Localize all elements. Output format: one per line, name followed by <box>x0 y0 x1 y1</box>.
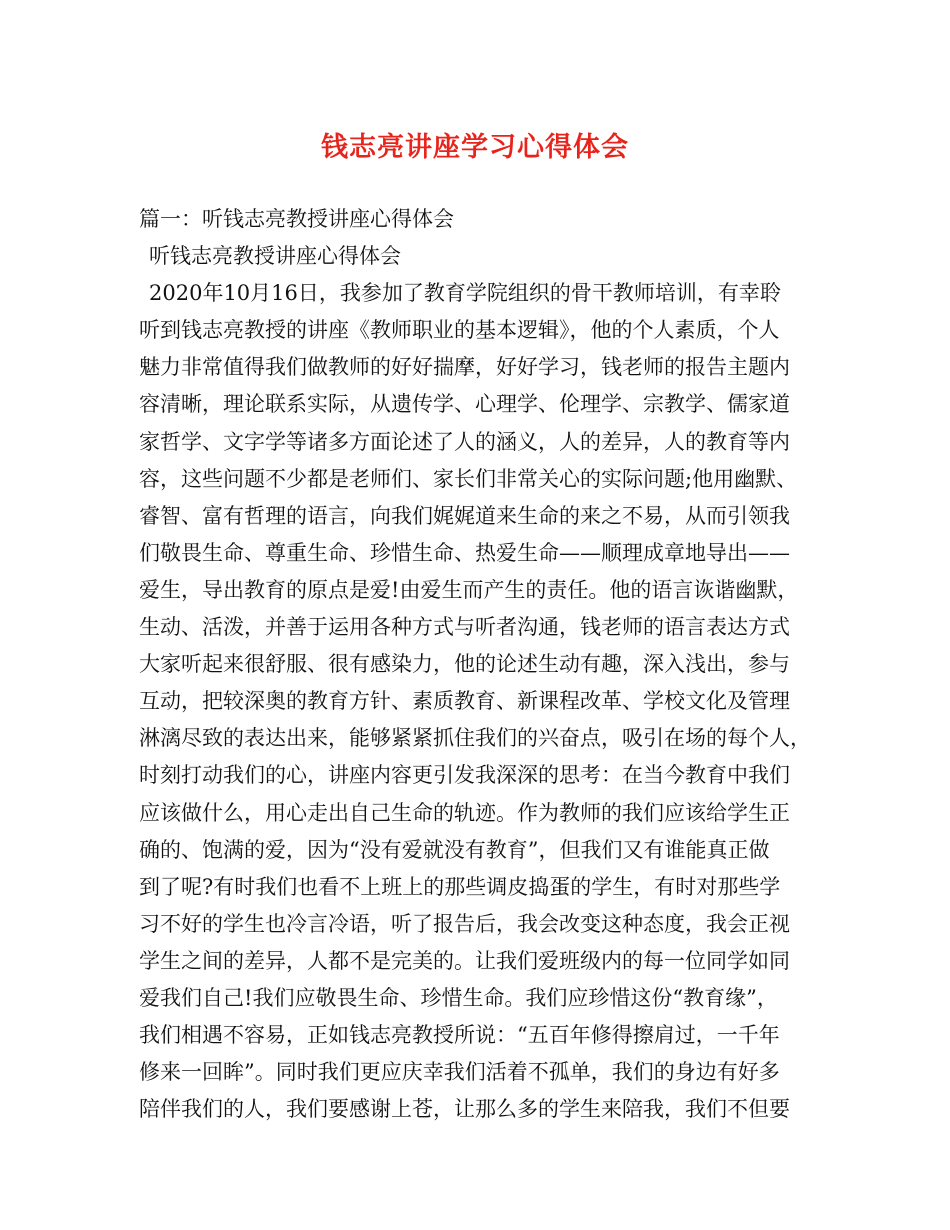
paragraph-line: 魅力非常值得我们做教师的好好揣摩，好好学习，钱老师的报告主题内 <box>139 355 790 380</box>
paragraph-line: 们敬畏生命、尊重生命、珍惜生命、热爱生命——顺理成章地导出—— <box>139 540 790 565</box>
paragraph-line: 习不好的学生也冷言冷语，听了报告后，我会改变这种态度，我会正视 <box>139 911 790 936</box>
paragraph-line: 听到钱志亮教授的讲座《教师职业的基本逻辑》，他的个人素质，个人 <box>139 318 780 343</box>
section-heading: 篇一：听钱志亮教授讲座心得体会 <box>139 207 454 231</box>
paragraph-line: 时刻打动我们的心，讲座内容更引发我深深的思考：在当今教育中我们 <box>139 763 790 788</box>
section-subheading: 听钱志亮教授讲座心得体会 <box>149 244 401 269</box>
document-body <box>139 201 829 1128</box>
paragraph-line: 应该做什么，用心走出自己生命的轨迹。作为教师的我们应该给学生正 <box>139 800 790 825</box>
paragraph-line: 陪伴我们的人，我们要感谢上苍，让那么多的学生来陪我，我们不但要 <box>139 1097 790 1122</box>
paragraph-line: 学生之间的差异，人都不是完美的。让我们爱班级内的每一位同学如同 <box>139 948 790 973</box>
paragraph-line: 容清晰，理论联系实际，从遗传学、心理学、伦理学、宗教学、儒家道 <box>139 392 790 417</box>
paragraph-line: 家哲学、文字学等诸多方面论述了人的涵义，人的差异，人的教育等内 <box>139 429 790 454</box>
paragraph-line: 生动、活泼，并善于运用各种方式与听者沟通，钱老师的语言表达方式 <box>139 615 790 640</box>
paragraph-line: 我们相遇不容易，正如钱志亮教授所说：“五百年修得擦肩过，一千年 <box>139 1023 780 1048</box>
paragraph-line: 爱我们自己!我们应敬畏生命、珍惜生命。我们应珍惜这份“教育缘”， <box>139 985 778 1010</box>
paragraph-line: 睿智、富有哲理的语言，向我们娓娓道来生命的来之不易，从而引领我 <box>139 503 790 528</box>
paragraph-line: 容，这些问题不少都是老师们、家长们非常关心的实际问题;他用幽默、 <box>139 466 798 491</box>
paragraph-line: 到了呢?有时我们也看不上班上的那些调皮捣蛋的学生，有时对那些学 <box>139 874 781 899</box>
paragraph-line: 修来一回眸”。同时我们更应庆幸我们活着不孤单，我们的身边有好多 <box>139 1060 780 1085</box>
paragraph-line: 确的、饱满的爱，因为“没有爱就没有教育”，但我们又有谁能真正做 <box>139 837 770 862</box>
paragraph-line: 淋漓尽致的表达出来，能够紧紧抓住我们的兴奋点，吸引在场的每个人， <box>139 726 811 751</box>
paragraph-line: 爱生，导出教育的原点是爱!由爱生而产生的责任。他的语言诙谐幽默， <box>139 577 799 602</box>
paragraph-line: 2020年10月16日，我参加了教育学院组织的骨干教师培训，有幸聆 <box>149 281 781 306</box>
paragraph-line: 互动，把较深奥的教育方针、素质教育、新课程改革、学校文化及管理 <box>139 689 790 714</box>
document-title: 钱志亮讲座学习心得体会 <box>321 132 629 163</box>
paragraph-line: 大家听起来很舒服、很有感染力，他的论述生动有趣，深入浅出，参与 <box>139 652 790 677</box>
